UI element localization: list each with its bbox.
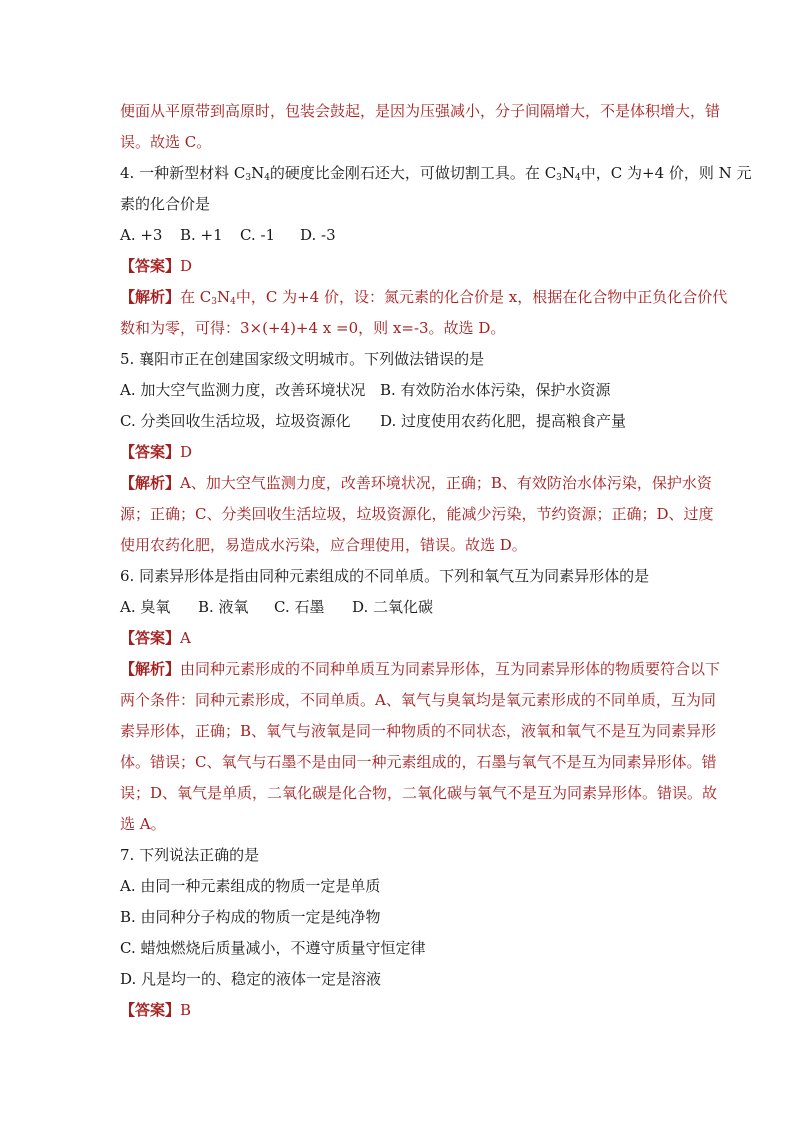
option-b: B. 液氧	[198, 598, 249, 616]
option-a: A. 由同一种元素组成的物质一定是单质	[120, 877, 381, 895]
q6-answer	[120, 623, 680, 654]
option-c: C. 石墨	[274, 598, 325, 616]
option-c: C. 分类回收生活垃圾，垃圾资源化	[120, 412, 351, 430]
q6-options	[120, 592, 680, 623]
option-d: D. -3	[300, 226, 336, 244]
answer-label: 【答案】	[120, 629, 181, 647]
answer-label: 【答案】	[120, 1001, 181, 1019]
q7-stem: 7. 下列说法正确的是	[120, 846, 260, 864]
q5-analysis-line: 使用农药化肥，易造成水污染，应合理使用，错误。故选 D。	[120, 536, 527, 554]
analysis-label: 【解析】	[120, 660, 181, 678]
q6-analysis-line: 误；D、氧气是单质，二氧化碳是化合物，二氧化碳与氧气不是互为同素异形体。错误。故	[120, 784, 718, 802]
option-d: D. 凡是均一的、稳定的液体一定是溶液	[120, 970, 382, 988]
q5-options-row1	[120, 375, 680, 406]
option-b: B. 由同种分子构成的物质一定是纯净物	[120, 908, 381, 926]
q4-options	[120, 220, 680, 251]
option-b: B. 有效防治水体污染，保护水资源	[380, 381, 611, 399]
q6-stem: 6. 同素异形体是指由同种元素组成的不同单质。下列和氧气互为同素异形体的是	[120, 567, 650, 585]
q6-analysis-line: 体。错误；C、氧气与石墨不是由同一种元素组成的，石墨与氧气不是互为同素异形体。错	[120, 753, 717, 771]
option-c: C. -1	[240, 226, 276, 244]
q4-analysis: 【解析】在 $C_3N_4$中，C 为+4 价，设：氮元素的化合价是 x，根据在化合物中正负化合价代	[120, 288, 728, 307]
option-d: D. 二氧化碳	[352, 598, 434, 616]
q6-analysis-line: 素异形体，正确；B、氧气与液氧是同一种物质的不同状态，液氧和氧气不是互为同素异形	[120, 722, 717, 740]
answer-label: 【答案】	[120, 257, 181, 275]
page-content	[120, 96, 752, 1026]
answer-value: D	[180, 443, 193, 461]
answer-label: 【答案】	[120, 443, 181, 461]
q5-analysis-line: 源；正确；C、分类回收生活垃圾，垃圾资源化，能减少污染，节约资源；正确；D、过度	[120, 505, 714, 523]
q5-options-row2	[120, 406, 680, 437]
q4-stem: 4. 一种新型材料 $C_3N_4$的硬度比金刚石还大，可做切割工具。在 $C_3N_4$中，C 为+4 价，则 N 元	[120, 164, 752, 183]
option-c: C. 蜡烛燃烧后质量减小，不遵守质量守恒定律	[120, 939, 426, 957]
answer-value: D	[180, 257, 193, 275]
answer-value: A	[180, 629, 191, 647]
q4-answer	[120, 251, 680, 282]
answer-value: B	[180, 1001, 192, 1019]
q7-answer	[120, 995, 680, 1026]
q4-analysis-line2: 数和为零，可得：3×(+4)+4 x =0，则 x=-3。故选 D。	[120, 319, 506, 337]
analysis-label: 【解析】	[120, 474, 181, 492]
q6-analysis: 【解析】由同种元素形成的不同种单质互为同素异形体，互为同素异形体的物质要符合以下	[120, 660, 721, 678]
option-a: A. +3	[120, 226, 163, 244]
analysis-label: 【解析】	[120, 288, 181, 306]
q6-analysis-line: 选 A。	[120, 815, 166, 833]
q5-analysis: 【解析】A、加大空气监测力度，改善环境状况，正确；B、有效防治水体污染，保护水资	[120, 474, 712, 492]
q4-stem-line2: 素的化合价是	[120, 195, 211, 213]
q3-analysis-line: 误。故选 C。	[120, 133, 212, 151]
q5-answer	[120, 437, 680, 468]
q3-analysis-line: 便面从平原带到高原时，包装会鼓起，是因为压强减小，分子间隔增大，不是体积增大，错	[120, 102, 721, 120]
q6-analysis-line: 两个条件：同种元素形成，不同单质。A、氧气与臭氧均是氧元素形成的不同单质，互为同	[120, 691, 716, 709]
q5-stem: 5. 襄阳市正在创建国家级文明城市。下列做法错误的是	[120, 350, 485, 368]
option-b: B. +1	[180, 226, 223, 244]
option-d: D. 过度使用农药化肥，提高粮食产量	[380, 412, 627, 430]
option-a: A. 加大空气监测力度，改善环境状况	[120, 381, 366, 399]
option-a: A. 臭氧	[120, 598, 171, 616]
